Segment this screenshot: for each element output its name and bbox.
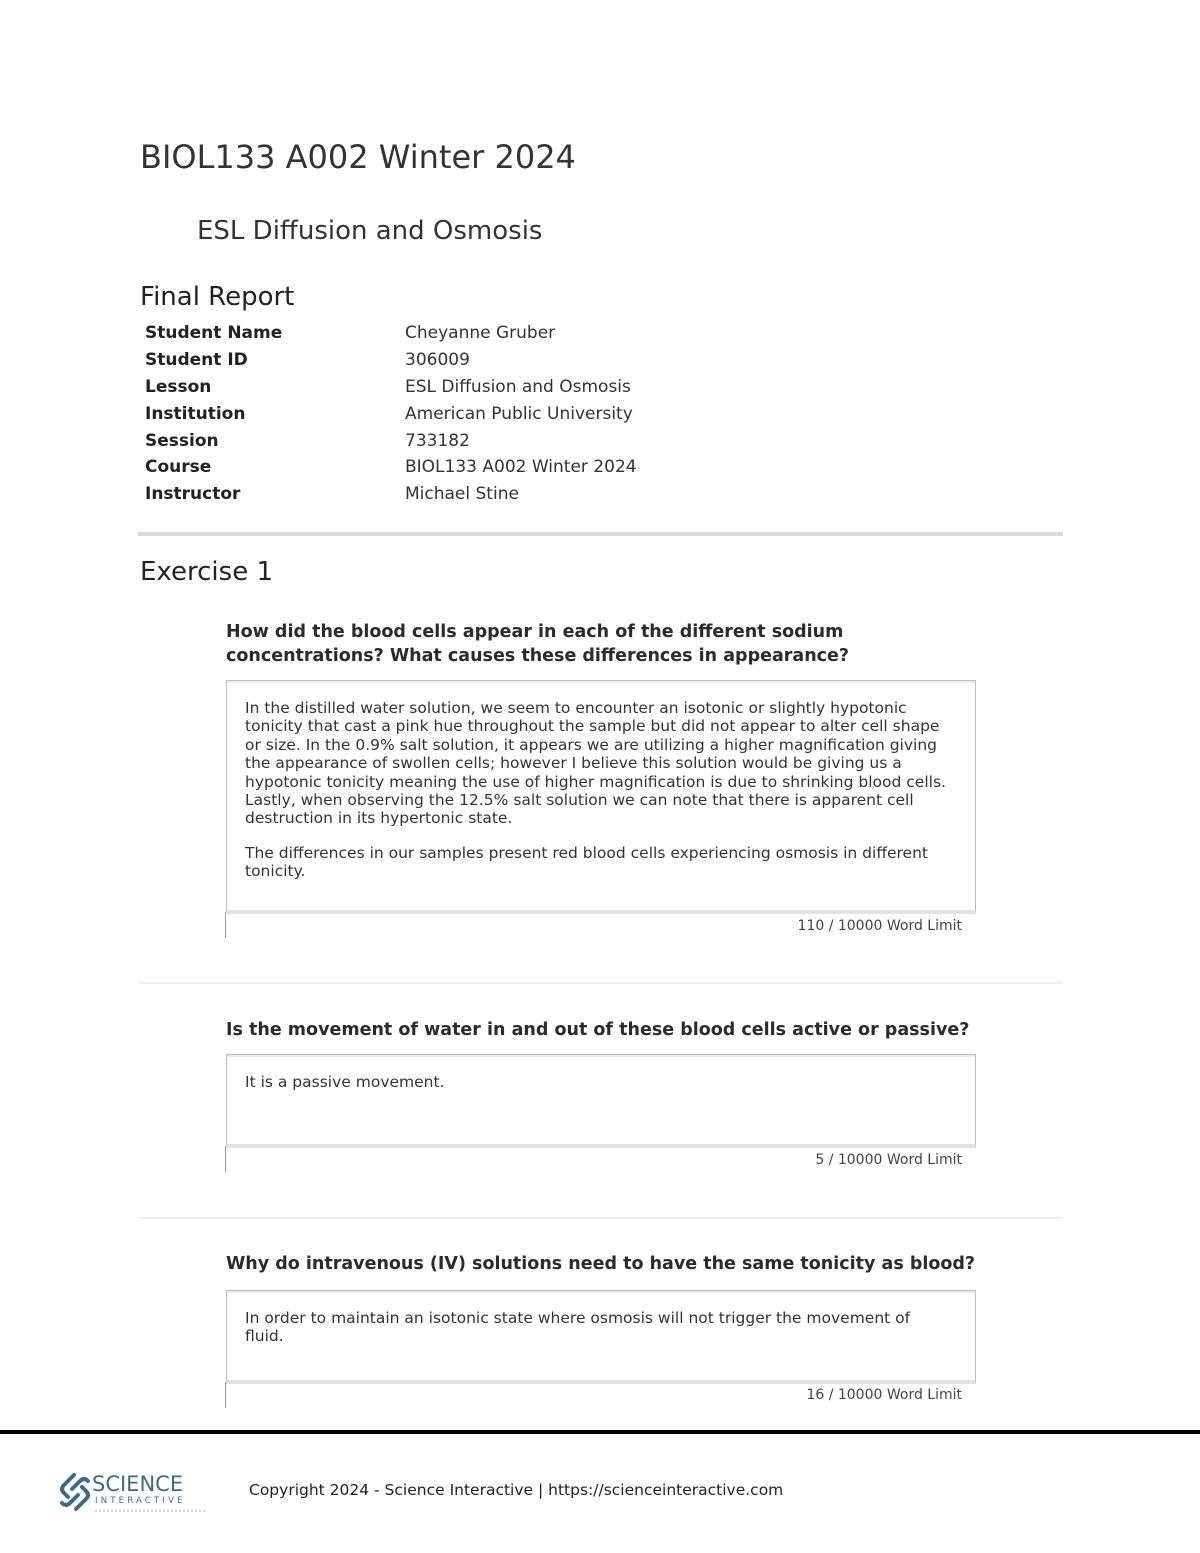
lesson-title: ESL Diffusion and Osmosis: [197, 216, 543, 246]
word-count-1: 110 / 10000 Word Limit: [797, 918, 962, 934]
answer-box-edge: [225, 1146, 226, 1172]
section-divider: [138, 532, 1063, 536]
science-interactive-logo: [58, 1469, 218, 1517]
question-divider: [138, 1217, 1063, 1219]
question-divider: [138, 982, 1063, 984]
answer-box-1[interactable]: [226, 680, 976, 914]
word-count-2: 5 / 10000 Word Limit: [815, 1152, 962, 1168]
info-key: Student ID: [145, 350, 248, 371]
info-row: [145, 454, 637, 481]
info-value: 733182: [405, 430, 470, 451]
info-row: [145, 427, 637, 454]
info-key: Institution: [145, 403, 246, 424]
info-row: [145, 347, 637, 374]
logo-text: SCIENCE: [92, 1472, 184, 1496]
info-row: [145, 481, 637, 508]
info-key: Session: [145, 430, 219, 451]
footer-rule: [0, 1430, 1200, 1434]
copyright-text: Copyright 2024 - Science Interactive | https://scienceinteractive.com: [249, 1481, 784, 1499]
info-row: [145, 320, 637, 347]
answer-box-edge: [225, 1382, 226, 1408]
word-count-3: 16 / 10000 Word Limit: [806, 1387, 962, 1403]
logo-subtext: INTERACTIVE: [95, 1496, 186, 1506]
exercise-title: Exercise 1: [140, 557, 273, 587]
info-value: BIOL133 A002 Winter 2024: [405, 457, 637, 478]
info-key: Course: [145, 457, 212, 478]
info-value: American Public University: [405, 403, 633, 424]
logo-mark-icon: [62, 1475, 88, 1509]
info-value: 306009: [405, 350, 470, 371]
info-value: Michael Stine: [405, 484, 519, 505]
question-1: How did the blood cells appear in each of the different sodium concentrations? What causes these differences in appearance?: [226, 622, 850, 666]
question-3: Why do intravenous (IV) solutions need to have the same tonicity as blood?: [226, 1254, 976, 1274]
info-row: [145, 374, 637, 401]
answer-box-edge: [225, 912, 226, 938]
answer-box-3[interactable]: [226, 1290, 976, 1384]
question-2: Is the movement of water in and out of these blood cells active or passive?: [226, 1020, 970, 1040]
answer-paragraph: The differences in our samples present red blood cells experiencing osmosis in different tonicity.: [245, 843, 928, 881]
answer-paragraph: In order to maintain an isotonic state where osmosis will not trigger the movement of fluid.: [245, 1309, 911, 1346]
course-title: BIOL133 A002 Winter 2024: [140, 138, 576, 176]
answer-box-2[interactable]: [226, 1054, 976, 1148]
report-title: Final Report: [140, 282, 295, 312]
info-key: Instructor: [145, 484, 241, 505]
info-key: Lesson: [145, 376, 212, 397]
info-value: ESL Diffusion and Osmosis: [405, 376, 631, 397]
info-row: [145, 400, 637, 427]
info-key: Student Name: [145, 323, 283, 344]
student-info-table: [145, 320, 637, 508]
info-value: Cheyanne Gruber: [405, 323, 556, 344]
answer-paragraph: It is a passive movement.: [245, 1073, 445, 1091]
answer-paragraph: In the distilled water solution, we seem to encounter an isotonic or slightly hypotonic tonicity that cast a pink hue throughout the sample but did not appear to alter cell shape or size. In the 0.9% salt solution, it appears we are utilizing a higher magnification giving the appearance of swollen cells; however I believe this solution would be giving us a hypotonic tonicity meaning the use of higher magnification is due to shrinking blood cells. Lastly, when observing the 12.5% salt solution we can note that there is apparent cell destruction in its hypertonic state.: [245, 699, 946, 828]
